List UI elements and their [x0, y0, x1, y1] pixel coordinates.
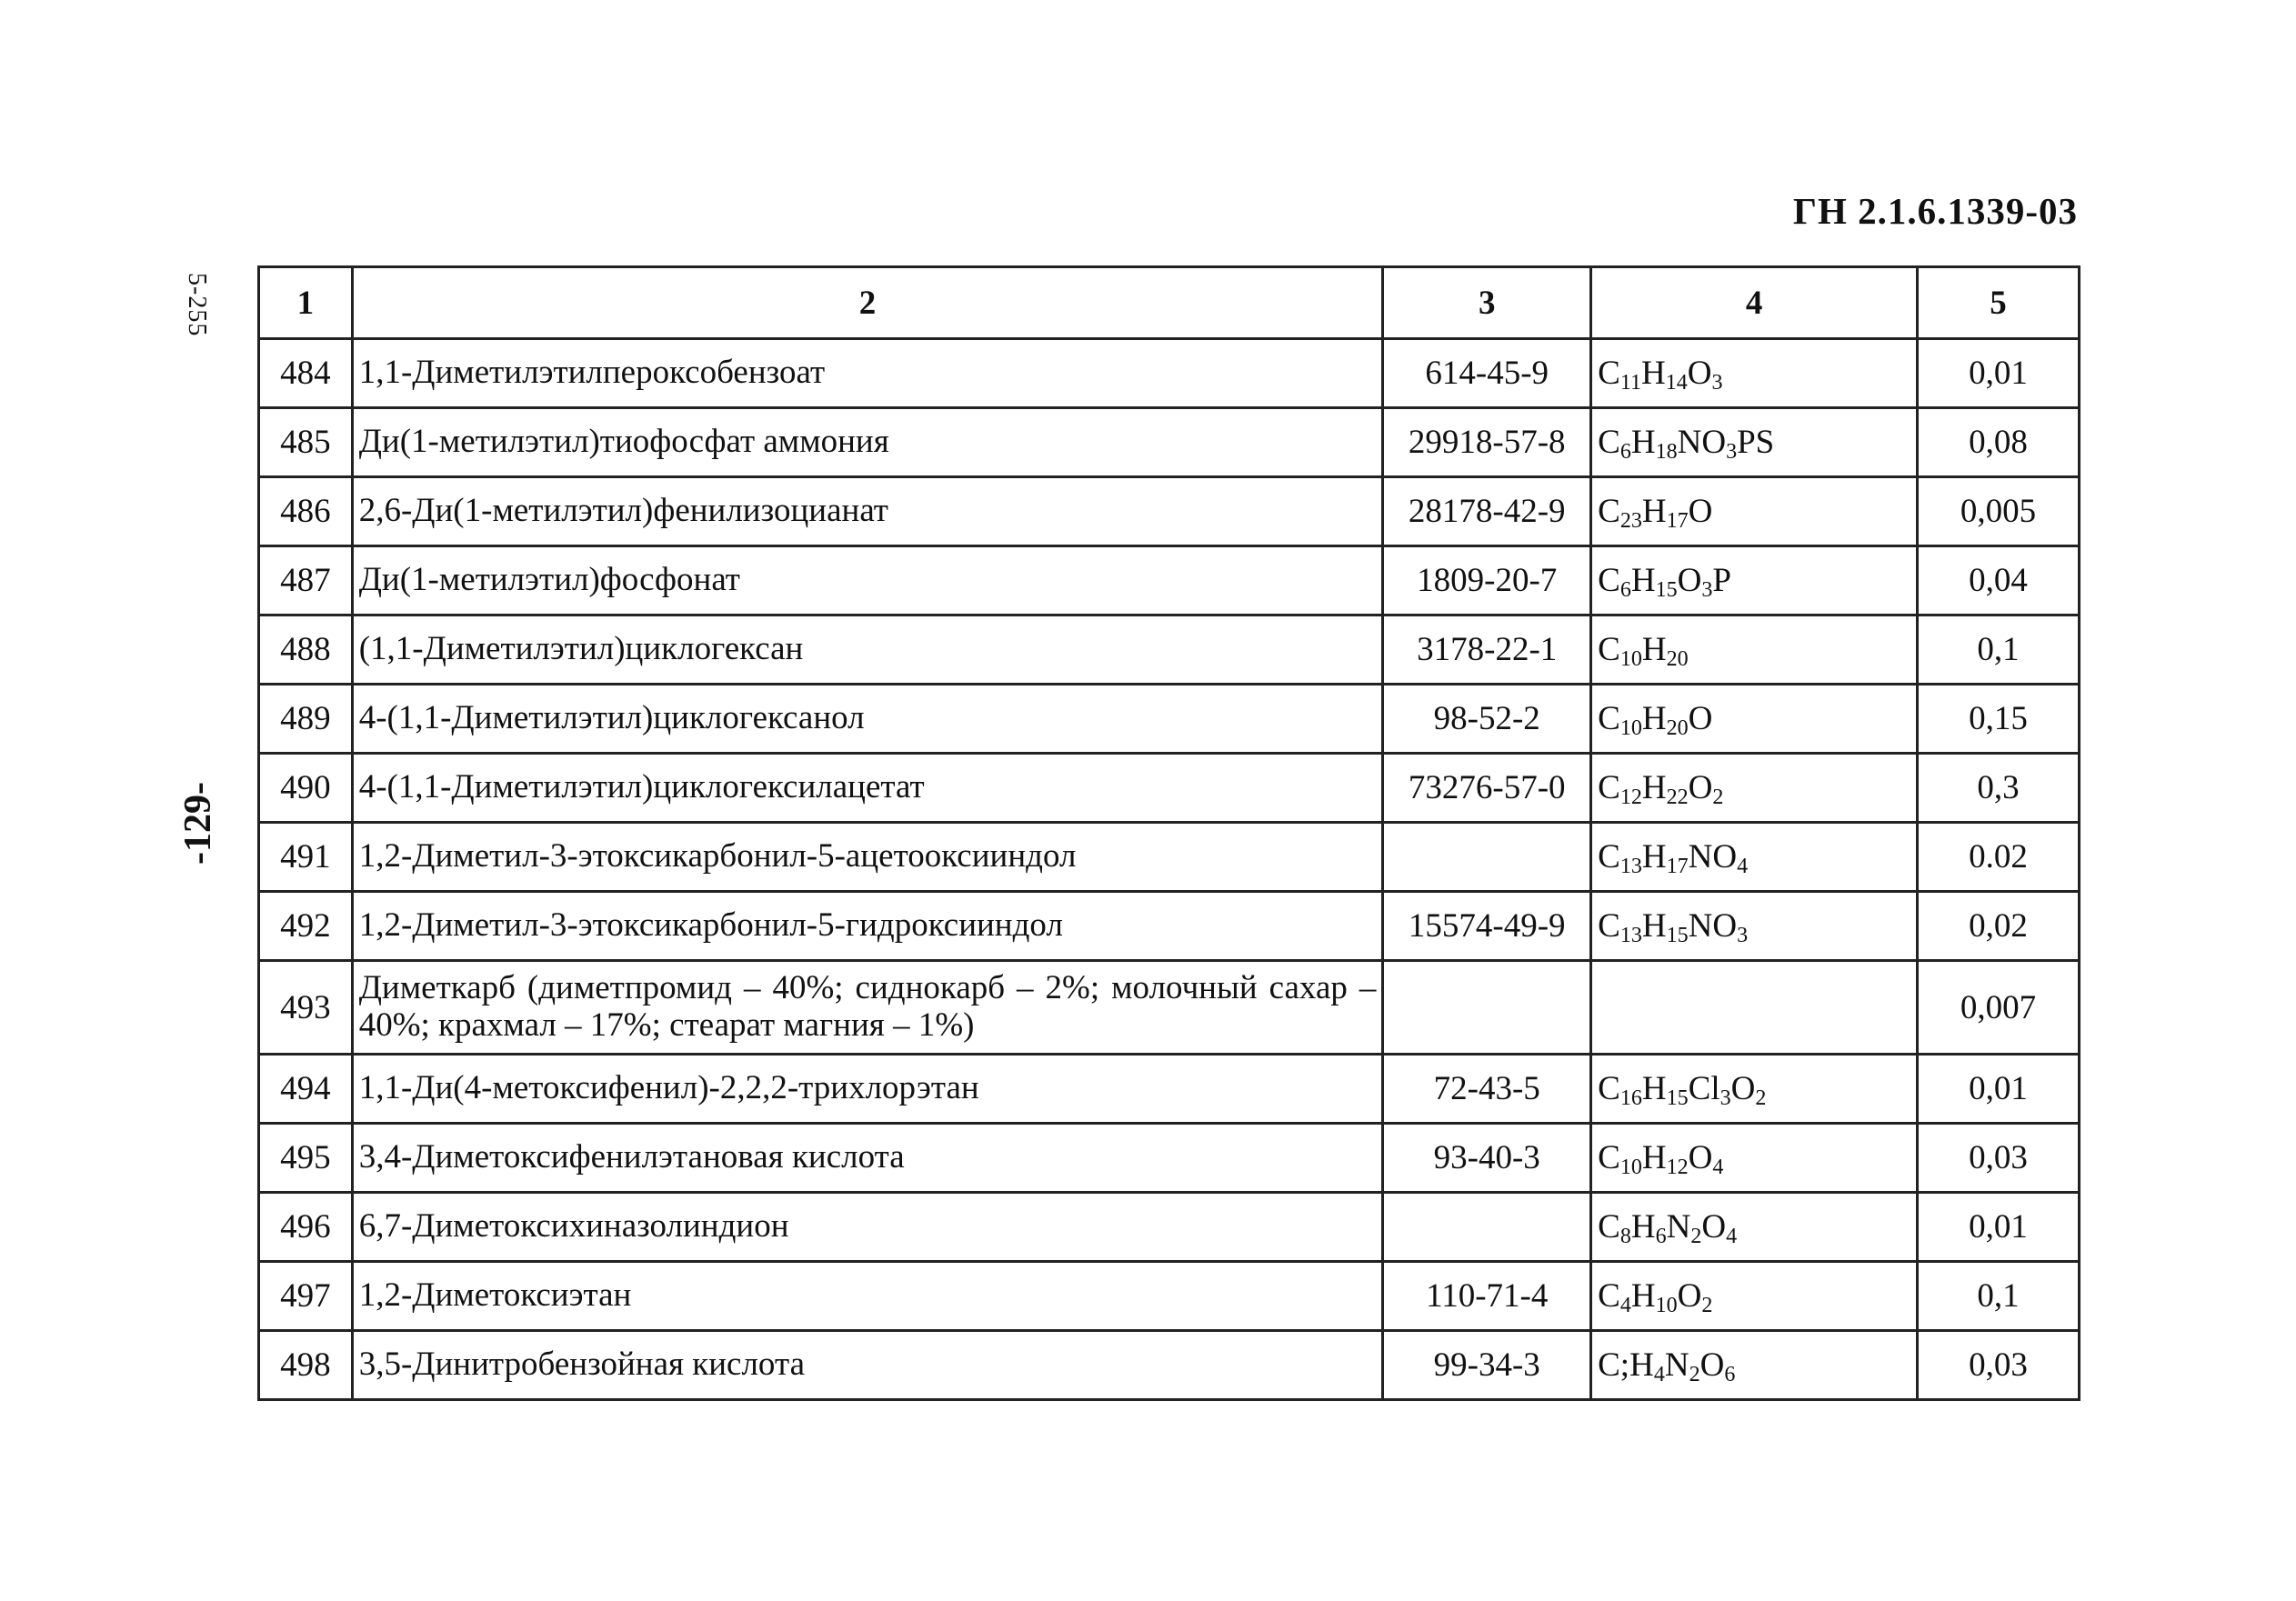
formula — [1591, 754, 1918, 823]
formula-subscript: 2 — [1701, 1294, 1713, 1317]
formula-subscript: 4 — [1726, 1225, 1738, 1248]
limit-value: 0.02 — [1918, 823, 2080, 892]
row-number: 484 — [259, 339, 353, 408]
substance-name: 1,2-Диметоксиэтан — [352, 1262, 1383, 1331]
formula-element: O — [1688, 493, 1713, 530]
formula-element: H — [1641, 1070, 1667, 1107]
formula-element: N — [1664, 1346, 1689, 1384]
substance-name: 4-(1,1-Диметилэтил)циклогексанол — [352, 685, 1383, 754]
formula-element: C — [1598, 907, 1620, 945]
table-row — [259, 823, 2080, 892]
formula-element: H — [1630, 424, 1656, 461]
formula — [1591, 1124, 1918, 1193]
table-row — [259, 1331, 2080, 1400]
table-row — [259, 1055, 2080, 1124]
cas-number: 29918-57-8 — [1383, 408, 1591, 477]
formula-element: Cl — [1688, 1070, 1720, 1107]
formula-subscript: 11 — [1619, 371, 1641, 395]
formula-subscript: 12 — [1619, 785, 1642, 809]
limit-value: 0,01 — [1918, 1055, 2080, 1124]
formula-subscript: 13 — [1619, 855, 1642, 878]
table-row — [259, 685, 2080, 754]
row-number: 495 — [259, 1124, 353, 1193]
substance-name: 1,2-Диметил-3-этоксикарбонил-5-ацетооксииндол — [352, 823, 1383, 892]
formula-element: H — [1640, 355, 1666, 392]
formula-element: O — [1730, 1070, 1756, 1107]
substance-name: (1,1-Диметилэтил)циклогексан — [352, 615, 1383, 685]
side-code: 5-255 — [183, 273, 211, 337]
row-number: 486 — [259, 477, 353, 546]
limit-value: 0,03 — [1918, 1124, 2080, 1193]
formula-element: O — [1701, 1208, 1727, 1246]
cas-number: 1809-20-7 — [1383, 546, 1591, 615]
formula-subscript: 13 — [1619, 924, 1642, 947]
cas-number: 28178-42-9 — [1383, 477, 1591, 546]
formula-element: C — [1598, 493, 1620, 530]
formula-element: C — [1598, 838, 1620, 876]
formula-element: O — [1688, 1139, 1713, 1176]
cas-number: 614-45-9 — [1383, 339, 1591, 408]
substance-name: 3,5-Динитробензойная кислота — [352, 1331, 1383, 1400]
formula-element: O — [1688, 769, 1713, 806]
table-row — [259, 615, 2080, 685]
formula-subscript: 14 — [1665, 371, 1688, 395]
formula-subscript: 3 — [1737, 924, 1749, 947]
cas-number: 98-52-2 — [1383, 685, 1591, 754]
cas-number: 73276-57-0 — [1383, 754, 1591, 823]
limit-value: 0,03 — [1918, 1331, 2080, 1400]
formula-subscript: 8 — [1619, 1225, 1631, 1248]
formula-subscript: 10 — [1655, 1294, 1678, 1317]
formula-element: C — [1598, 562, 1620, 599]
formula-subscript: 6 — [1724, 1363, 1736, 1386]
table-row — [259, 754, 2080, 823]
row-number: 494 — [259, 1055, 353, 1124]
limit-value: 0,005 — [1918, 477, 2080, 546]
formula-element: H — [1629, 1346, 1654, 1384]
formula-element: C — [1598, 1277, 1620, 1315]
substance-name: 1,1-Диметилэтилпероксобензоат — [352, 339, 1383, 408]
formula-subscript: 20 — [1666, 647, 1689, 671]
column-header: 4 — [1591, 267, 1918, 339]
formula — [1591, 408, 1918, 477]
limit-value: 0,007 — [1918, 961, 2080, 1055]
formula-element: O — [1688, 700, 1713, 737]
column-header: 3 — [1383, 267, 1591, 339]
formula-subscript: 4 — [1712, 1156, 1724, 1179]
formula-subscript: 6 — [1655, 1225, 1667, 1248]
formula-element: PS — [1737, 424, 1775, 461]
formula-subscript: 3 — [1726, 440, 1738, 464]
cas-number — [1383, 961, 1591, 1055]
formula — [1591, 1193, 1918, 1262]
formula — [1591, 892, 1918, 961]
formula-subscript: 12 — [1666, 1156, 1689, 1179]
limit-value: 0,15 — [1918, 685, 2080, 754]
substance-name: 1,1-Ди(4-метоксифенил)-2,2,2-трихлорэтан — [352, 1055, 1383, 1124]
table-row — [259, 961, 2080, 1055]
formula-element: C — [1598, 1070, 1620, 1107]
formula-subscript: 4 — [1619, 1294, 1631, 1317]
formula-element: C — [1598, 700, 1620, 737]
formula-element: C — [1598, 631, 1620, 668]
formula-element: H — [1641, 838, 1667, 876]
formula-element: C; — [1598, 1346, 1630, 1384]
document-code: ГН 2.1.6.1339-03 — [1792, 190, 2078, 232]
formula — [1591, 823, 1918, 892]
formula-element: H — [1630, 1208, 1656, 1246]
substances-table — [257, 265, 2080, 1401]
formula-element: P — [1712, 562, 1731, 599]
cas-number: 72-43-5 — [1383, 1055, 1591, 1124]
limit-value: 0,01 — [1918, 339, 2080, 408]
cas-number: 93-40-3 — [1383, 1124, 1591, 1193]
column-header: 5 — [1918, 267, 2080, 339]
formula-subscript: 2 — [1690, 1225, 1702, 1248]
formula-subscript: 15 — [1666, 1086, 1689, 1110]
formula-element: C — [1598, 769, 1620, 806]
formula-element: C — [1598, 1139, 1620, 1176]
table-row — [259, 1124, 2080, 1193]
table-row — [259, 1193, 2080, 1262]
formula — [1591, 685, 1918, 754]
formula-element: H — [1630, 1277, 1656, 1315]
formula-subscript: 15 — [1666, 924, 1689, 947]
formula-element: H — [1641, 1139, 1667, 1176]
substance-name: 6,7-Диметоксихиназолиндион — [352, 1193, 1383, 1262]
formula-subscript: 17 — [1666, 855, 1689, 878]
formula-element: C — [1598, 1208, 1620, 1246]
row-number: 492 — [259, 892, 353, 961]
substance-name: 2,6-Ди(1-метилэтил)фенилизоцианат — [352, 477, 1383, 546]
formula-subscript: 23 — [1619, 509, 1642, 533]
cas-number — [1383, 823, 1591, 892]
column-header: 2 — [352, 267, 1383, 339]
formula-element: NO — [1677, 424, 1727, 461]
row-number: 496 — [259, 1193, 353, 1262]
substance-name: Ди(1-метилэтил)фосфонат — [352, 546, 1383, 615]
cas-number — [1383, 1193, 1591, 1262]
formula — [1591, 961, 1918, 1055]
formula-subscript: 17 — [1666, 509, 1689, 533]
formula-subscript: 10 — [1619, 716, 1642, 740]
cas-number: 99-34-3 — [1383, 1331, 1591, 1400]
formula-element: NO — [1688, 838, 1738, 876]
formula-element: O — [1687, 355, 1712, 392]
table-row — [259, 339, 2080, 408]
row-number: 498 — [259, 1331, 353, 1400]
formula-subscript: 10 — [1619, 1156, 1642, 1179]
page-number: -129- — [177, 782, 219, 865]
limit-value: 0,1 — [1918, 615, 2080, 685]
substance-name: 3,4-Диметоксифенилэтановая кислота — [352, 1124, 1383, 1193]
formula — [1591, 1055, 1918, 1124]
formula-element: H — [1641, 493, 1667, 530]
formula-subscript: 4 — [1737, 855, 1749, 878]
substance-name: 1,2-Диметил-3-этоксикарбонил-5-гидроксииндол — [352, 892, 1383, 961]
limit-value: 0,02 — [1918, 892, 2080, 961]
cas-number: 15574-49-9 — [1383, 892, 1591, 961]
formula-element: O — [1699, 1346, 1725, 1384]
substance-name: Ди(1-метилэтил)тиофосфат аммония — [352, 408, 1383, 477]
row-number: 485 — [259, 408, 353, 477]
formula-subscript: 6 — [1619, 578, 1631, 602]
formula-element: C — [1598, 424, 1620, 461]
limit-value: 0,04 — [1918, 546, 2080, 615]
formula-element: O — [1677, 562, 1702, 599]
formula-subscript: 4 — [1653, 1363, 1665, 1386]
limit-value: 0,08 — [1918, 408, 2080, 477]
formula-subscript: 3 — [1701, 578, 1713, 602]
formula-element: C — [1598, 355, 1620, 392]
formula-subscript: 2 — [1755, 1086, 1767, 1110]
cas-number: 110-71-4 — [1383, 1262, 1591, 1331]
formula-subscript: 20 — [1666, 716, 1689, 740]
formula-subscript: 16 — [1619, 1086, 1642, 1110]
row-number: 489 — [259, 685, 353, 754]
formula-subscript: 2 — [1712, 785, 1724, 809]
formula-subscript: 2 — [1689, 1363, 1700, 1386]
column-header: 1 — [259, 267, 353, 339]
formula-element: H — [1630, 562, 1656, 599]
formula-element: H — [1641, 769, 1667, 806]
formula-subscript: 6 — [1619, 440, 1631, 464]
row-number: 487 — [259, 546, 353, 615]
table-row — [259, 408, 2080, 477]
formula-subscript: 3 — [1719, 1086, 1731, 1110]
formula-element: N — [1666, 1208, 1691, 1246]
limit-value: 0,3 — [1918, 754, 2080, 823]
formula — [1591, 1262, 1918, 1331]
limit-value: 0,01 — [1918, 1193, 2080, 1262]
cas-number: 3178-22-1 — [1383, 615, 1591, 685]
row-number: 491 — [259, 823, 353, 892]
limit-value: 0,1 — [1918, 1262, 2080, 1331]
row-number: 497 — [259, 1262, 353, 1331]
formula — [1591, 339, 1918, 408]
formula-subscript: 22 — [1666, 785, 1689, 809]
formula-element: H — [1641, 631, 1667, 668]
table-header-row — [259, 267, 2080, 339]
formula-element: NO — [1688, 907, 1738, 945]
formula — [1591, 1331, 1918, 1400]
formula — [1591, 546, 1918, 615]
row-number: 490 — [259, 754, 353, 823]
row-number: 493 — [259, 961, 353, 1055]
formula — [1591, 477, 1918, 546]
formula-subscript: 18 — [1655, 440, 1678, 464]
table-row — [259, 477, 2080, 546]
formula-element: H — [1641, 907, 1667, 945]
row-number: 488 — [259, 615, 353, 685]
formula-subscript: 3 — [1711, 371, 1723, 395]
formula — [1591, 615, 1918, 685]
table-row — [259, 1262, 2080, 1331]
formula-subscript: 10 — [1619, 647, 1642, 671]
substance-name: 4-(1,1-Диметилэтил)циклогексилацетат — [352, 754, 1383, 823]
formula-subscript: 15 — [1655, 578, 1678, 602]
formula-element: H — [1641, 700, 1667, 737]
table-row — [259, 546, 2080, 615]
formula-element: O — [1677, 1277, 1702, 1315]
substance-name: Диметкарб (диметпромид – 40%; сиднокарб – 2%; молочный сахар – 40%; крахмал – 17%; стеарат магния – 1%) — [352, 961, 1383, 1055]
table-row — [259, 892, 2080, 961]
